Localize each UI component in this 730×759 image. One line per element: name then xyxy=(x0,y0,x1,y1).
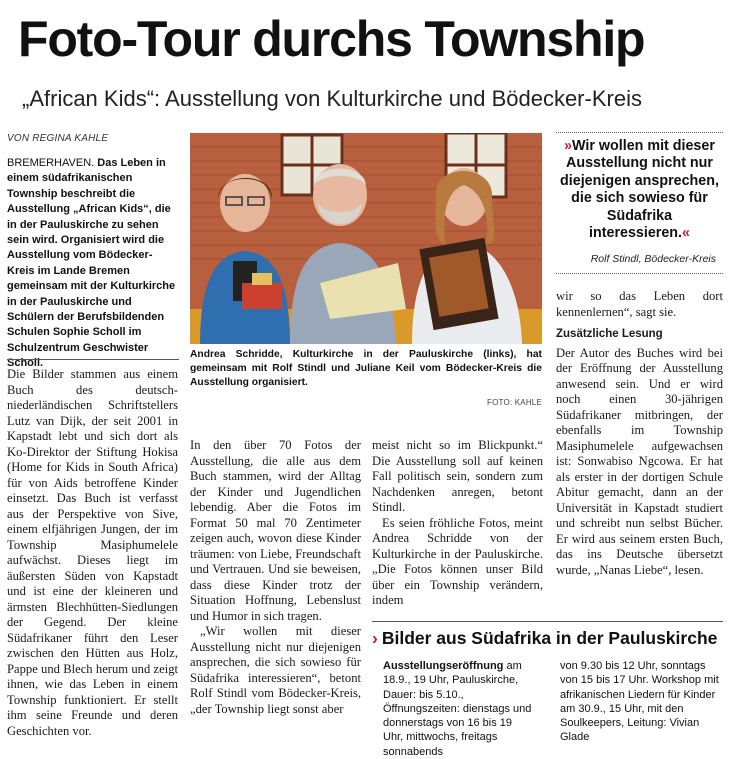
infobox-text: am 18.9., 19 Uhr, Pauluskirche, Dauer: bis 5.10., Öffnungszeiten: dienstags und donnerstags von 16 bis 19 Uhr, mittwochs, freitags sonnabends xyxy=(383,660,532,758)
article-photo xyxy=(190,133,542,344)
quote-close-mark: « xyxy=(682,225,690,242)
quote-open-mark: » xyxy=(564,138,573,154)
body-column-3 xyxy=(372,438,543,609)
chevron-right-icon: › xyxy=(372,628,378,648)
body-column-2 xyxy=(190,438,361,717)
quote-text: Wir wollen mit dieser Ausstellung nicht nur diejenigen ansprechen, die sich sowieso für Südafrika interessieren. xyxy=(560,138,719,242)
quote-top-rule xyxy=(556,132,723,133)
paragraph: Es seien fröhliche Fotos, meint Andrea Schridde von der Kulturkirche in der Pauluskirche. „Die Fotos können unser Bild über ein Township verändern, indem xyxy=(372,515,543,607)
quote-source: Rolf Stindl, Bödecker-Kreis xyxy=(590,253,716,265)
body-column-1 xyxy=(7,367,178,739)
photo-illustration xyxy=(190,133,542,344)
infobox-label: Ausstellungseröffnung xyxy=(383,660,504,672)
quote-bottom-rule xyxy=(556,273,723,274)
byline: VON REGINA KAHLE xyxy=(7,133,109,144)
paragraph: „Wir wollen mit dieser Ausstellung nicht nur diejenigen ansprechen, die sich sowieso für Südafrika interessieren“, betont Rolf Stindl vom Bödecker-Kreis, „der Township liegt sonst aber xyxy=(190,624,361,716)
infobox-column-1 xyxy=(383,659,533,759)
subheading: Zusätzliche Lesung xyxy=(556,328,663,340)
infobox-rule xyxy=(372,621,723,622)
infobox-column-2: von 9.30 bis 12 Uhr, sonntags von 15 bis 17 Uhr. Workshop mit afrikanischen Liedern für Kinder am 30.9., 15 Uhr, mit den Soulkeepers, Leitung: Vivian Glade xyxy=(560,660,719,744)
photo-credit: FOTO: KAHLE xyxy=(487,398,542,407)
lead-paragraph xyxy=(7,156,179,372)
infobox-title-text: Bilder aus Südafrika in der Pauluskirche xyxy=(381,628,718,648)
lead-divider xyxy=(7,359,179,360)
paragraph: In den über 70 Fotos der Ausstellung, die alle aus dem Buch stammen, wird der Alltag der Kinder und Jugendlichen lebendig. Aber die Fotos im Format 50 mal 70 Zentimeter zeigen auch, wovon diese Kinder träumen: von Liebe, Freundschaft und Vertrauen. Und sie beweisen, dass diese Kinder trotz der Situation Hoffnung, Lebenslust und Humor in sich tragen. xyxy=(190,438,361,623)
paragraph: wir so das Leben dort kennenlernen“, sagt sie. xyxy=(556,289,723,319)
lead-text: Das Leben in einem südafrikanischen Township beschreibt die Ausstellung „African Kids“, die in der Pauluskirche zu sehen sein wird. Organisiert wird die Ausstellung vom Bödecker-Kreis im Lande Bremen gemeinsam mit der Kulturkirche in der Pauluskirche und Schülern der Berufsbildenden Schulen Sophie Scholl im Schulzentrum Geschwister Scholl. xyxy=(7,157,176,370)
headline: Foto-Tour durchs Township xyxy=(18,11,645,67)
body-column-4 xyxy=(556,289,723,578)
paragraph: meist nicht so im Blickpunkt.“ Die Ausstellung soll auf keinen Fall politisch sein, sondern zum Nachdenken anregen, betont Stindl. xyxy=(372,438,543,514)
subheadline: „African Kids“: Ausstellung von Kulturkirche und Bödecker-Kreis xyxy=(22,86,642,111)
dateline: BREMERHAVEN. xyxy=(7,157,95,169)
pull-quote xyxy=(556,138,723,242)
paragraph: Der Autor des Buches wird bei der Eröffnung der Ausstellung anwesend sein. Und er wird noch einen 30-jährigen Südafrikaner mitbringen, der ebenfalls im Township Masiphumelele aufgewachsen ist: Sonwabiso Ngcowa. Er hat als erster in der dortigen Schule Abitur gemacht, dann an der Universität in Kapstadt studiert und schreibt nun selbst Bücher. Er wird aus seinem ersten Buch, das ins Deutsche übersetzt wurde, „Nanas Liebe“, lesen. xyxy=(556,345,723,577)
infobox-title xyxy=(372,624,723,652)
paragraph: Die Bilder stammen aus einem Buch des deutsch-niederländischen Schriftstellers Lutz van Dijk, der seit 2001 in Kapstadt lebt und sich dort als Ko-Direktor der Stiftung Hokisa (Home for Kids in South Africa) für von Aids betroffene Kinder einsetzt. Das Buch ist verfasst aus der Perspektive von Sive, einem elfjährigen Jungen, der im Township Masiphumelele aufwächst. Dieses liegt im äußersten Süden von Kapstadt und ist eine der kleineren und ärmsten Blechhütten-Siedlungen der Gegend. Der kleine Südafrikaner führt den Leser zwischen den Hütten aus Holz, Pappe und Blech herum und zeigt ihnen, wie das Leben in einem Township funktioniert. Er stellt ihm seine Freunde und deren Geschichten vor. xyxy=(7,367,178,738)
photo-caption: Andrea Schridde, Kulturkirche in der Pauluskirche (links), hat gemeinsam mit Rolf Stindl und Juliane Keil vom Bödecker-Kreis die Ausstellung organisiert. xyxy=(190,349,542,388)
